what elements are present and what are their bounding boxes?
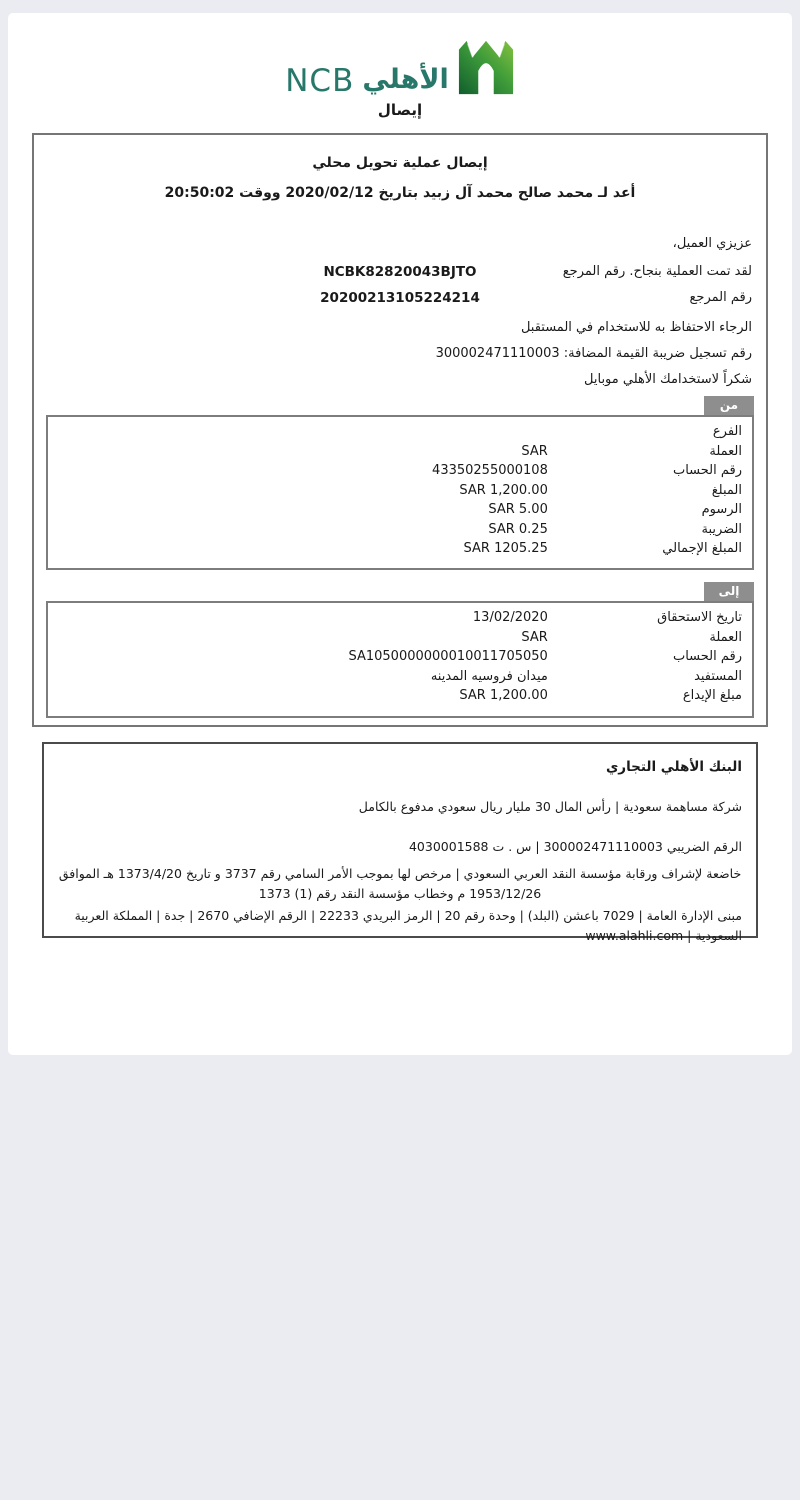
bank-tax-cr-line: الرقم الضريبي 300002471110003 | س . ت 4030001588 [408, 839, 742, 854]
table-row [48, 647, 752, 667]
receipt-subtitle: أعد لـ محمد صالح محمد آل زبيد بتاريخ 2020/02/12 ووقت 20:50:02 [164, 185, 636, 201]
to-details-box [46, 601, 754, 718]
table-row [48, 628, 752, 648]
table-row [48, 481, 752, 501]
reference-value: NCBK82820043BJTO [323, 264, 477, 280]
field-label: رقم الحساب [672, 463, 742, 478]
field-label: المستفيد [694, 668, 742, 684]
receipt-title: إيصال عملية تحويل محلي [312, 155, 488, 171]
reference-row [34, 290, 766, 308]
field-value: 13/02/2020 [472, 610, 548, 625]
field-label: الضريبة [701, 521, 742, 537]
tab-from: من [704, 396, 754, 415]
bank-name-arabic: الأهلي [362, 64, 449, 95]
note-vat-registration: رقم تسجيل ضريبة القيمة المضافة: 300002471110003 [435, 346, 752, 361]
bank-legal-name: البنك الأهلي التجاري [605, 759, 742, 775]
reference-label: لقد تمت العملية بنجاح. رقم المرجع [562, 264, 752, 279]
receipt-body-box [32, 133, 768, 727]
note-keep-reference: الرجاء الاحتفاظ به للاستخدام في المستقبل [520, 320, 752, 335]
field-value: 5.00 SAR [488, 502, 548, 517]
field-value [48, 422, 548, 442]
receipt-page [8, 13, 792, 1055]
bank-legal-box [42, 742, 758, 943]
field-value: SAR [521, 443, 548, 459]
note-thank-you: شكراً لاستخدامك الأهلي موبايل [584, 372, 752, 387]
receipt-label: إيصال [377, 101, 423, 119]
field-value: 1205.25 SAR [463, 541, 548, 556]
bank-logo [8, 36, 792, 99]
field-value: 43350255000108 [432, 463, 548, 478]
field-label: الرسوم [701, 502, 742, 517]
reference-value: 20200213105224214 [320, 290, 480, 306]
field-label: الفرع [712, 424, 742, 439]
table-row [48, 686, 752, 706]
from-details-box [46, 415, 754, 570]
field-value: ميدان فروسيه المدينه [430, 668, 548, 684]
table-row [48, 422, 752, 442]
table-row [48, 539, 752, 559]
table-row [48, 608, 752, 628]
field-value: SAR [521, 629, 548, 645]
bank-address-line: مبنى الإدارة العامة | 7029 باعشن (البلد) | وحدة رقم 20 | الرمز البريدي 22233 | الرقم الإضافي 2670 | جدة | المملكة العربية السعودية | www.alahli.com [74, 908, 742, 943]
bank-name-english: NCB [285, 63, 355, 99]
ncb-arch-icon [457, 38, 515, 96]
field-value: 0.25 SAR [488, 521, 548, 537]
field-label: المبلغ الإجمالي [662, 541, 742, 556]
greeting-text: عزيزي العميل، [672, 236, 752, 251]
field-label: رقم الحساب [672, 649, 742, 664]
field-label: العملة [709, 629, 742, 645]
field-label: المبلغ [711, 482, 742, 498]
bank-capital-line: شركة مساهمة سعودية | رأس المال 30 مليار ريال سعودي مدفوع بالكامل [358, 799, 742, 814]
field-label: تاريخ الاستحقاق [657, 610, 742, 625]
bank-license-line: خاضعة لإشراف ورقابة مؤسسة النقد العربي السعودي | مرخص لها بموجب الأمر السامي رقم 3737 و تاريخ 1373/4/20 هـ الموافق 1953/12/26 م وخطاب مؤسسة النقد رقم (1) 1373 [58, 866, 742, 901]
field-value: 1,200.00 SAR [459, 482, 548, 498]
table-row [48, 461, 752, 481]
reference-row [34, 264, 766, 282]
reference-label: رقم المرجع [689, 290, 752, 305]
table-row [48, 442, 752, 462]
field-label: مبلغ الإيداع [682, 688, 742, 703]
field-label: العملة [709, 443, 742, 459]
table-row [48, 520, 752, 540]
table-row [48, 667, 752, 687]
field-value: SA1050000000010011705050 [348, 649, 548, 664]
tab-to: إلى [704, 582, 754, 601]
field-value: 1,200.00 SAR [459, 688, 548, 703]
table-row [48, 500, 752, 520]
